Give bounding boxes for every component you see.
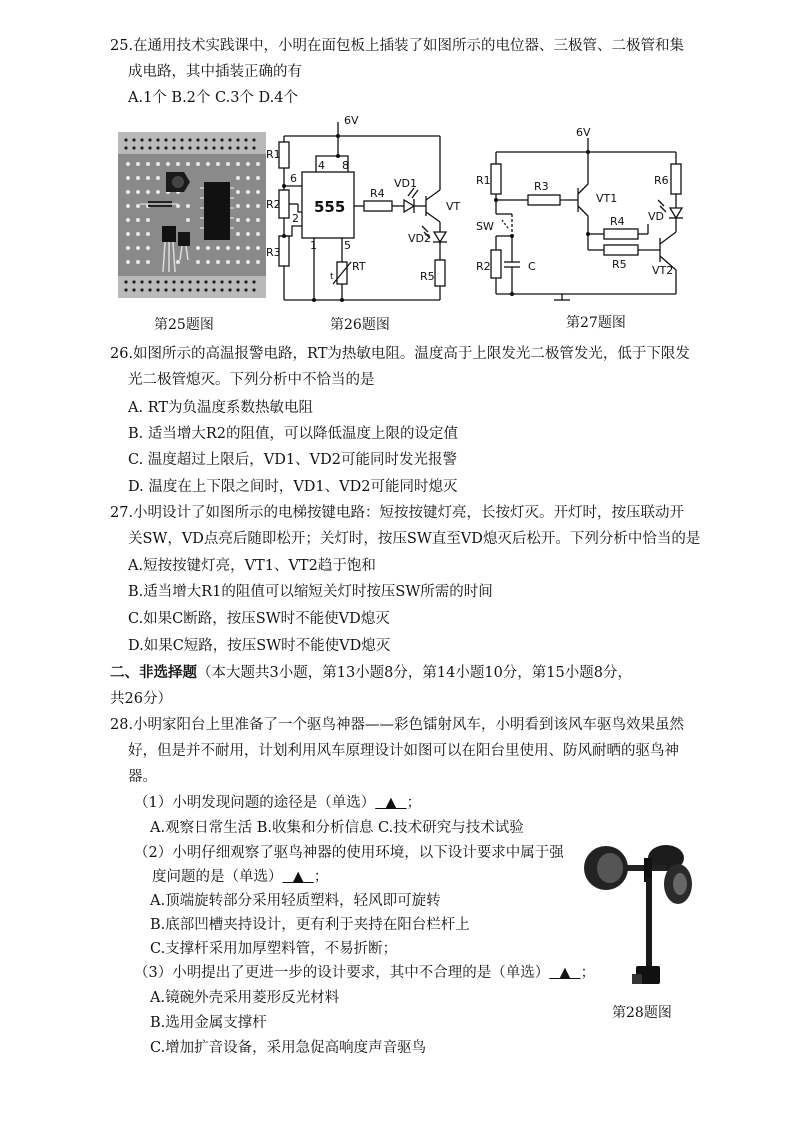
section2-title: 二、非选择题 xyxy=(110,665,197,681)
q28-sub3 xyxy=(134,963,595,983)
q28-sub1-text: （1）小明发现问题的途径是（单选） xyxy=(134,795,376,811)
q28-sub1 xyxy=(134,793,421,813)
fig27-r3: R3 xyxy=(534,180,549,193)
fig26-chip: 555 xyxy=(314,198,346,216)
circuit-fig27 xyxy=(472,124,690,304)
q26-option-c: C. 温度超过上限后，VD1、VD2可能同时发光报警 xyxy=(128,452,457,468)
fig27-sw: SW xyxy=(476,220,494,233)
fig26-vt: VT xyxy=(446,200,461,213)
q28-sub3-option-c: C.增加扩音设备，采用急促高响度声音驱鸟 xyxy=(150,1040,427,1056)
breadboard-photo xyxy=(118,132,266,298)
q28-sub2-line2 xyxy=(152,867,328,887)
q28-sub2-text: 度问题的是（单选） xyxy=(152,869,283,885)
fig27-caption: 第27题图 xyxy=(566,315,626,331)
fig27-r6: R6 xyxy=(654,174,669,187)
q25-stem-line2: 成电路，其中插装正确的有 xyxy=(128,64,302,80)
q26-stem-line1: 26.如图所示的高温报警电路，RT为热敏电阻。温度高于上限发光二极管发光，低于下限发 xyxy=(110,346,690,362)
fig26-pin4: 4 xyxy=(318,159,325,172)
q28-sub2-line1: （2）小明仔细观察了驱鸟神器的使用环境，以下设计要求中属于强 xyxy=(134,845,564,861)
fig26-vcc: 6V xyxy=(344,114,359,127)
fig26-pin2: 2 xyxy=(292,212,299,225)
q25-stem-line1: 25.在通用技术实践课中，小明在面包板上插装了如图所示的电位器、三极管、二极管和集 xyxy=(110,38,685,54)
circuit-fig26 xyxy=(262,112,470,312)
fig28-caption: 第28题图 xyxy=(612,1005,672,1021)
fig27-vd: VD xyxy=(648,210,664,223)
q26-option-a: A. RT为负温度系数热敏电阻 xyxy=(128,400,314,416)
fig27-r1: R1 xyxy=(476,174,491,187)
q28-sub1-semicolon: ； xyxy=(406,795,422,811)
q28-sub3-text: （3）小明提出了更进一步的设计要求，其中不合理的是（单选） xyxy=(134,965,550,981)
fig27-r5: R5 xyxy=(612,258,627,271)
q28-stem-line2: 好，但是并不耐用，计划利用风车原理设计如图可以在阳台里使用、防风耐晒的驱鸟神 xyxy=(128,743,679,759)
q26-option-d: D. 温度在上下限之间时，VD1、VD2可能同时熄灭 xyxy=(128,479,458,495)
fig26-r5: R5 xyxy=(420,270,435,283)
q28-stem-line3: 器。 xyxy=(128,769,157,785)
q26-option-b: B. 适当增大R2的阻值，可以降低温度上限的设定值 xyxy=(128,426,459,442)
fig27-vt2: VT2 xyxy=(652,264,674,277)
section2-desc: （本大题共3小题，第13小题8分，第14小题10分，第15小题8分， xyxy=(197,665,632,681)
fig26-r2: R2 xyxy=(266,198,281,211)
fig26-vd2: VD2 xyxy=(408,232,431,245)
q28-sub3-option-b: B.选用金属支撑杆 xyxy=(150,1015,267,1031)
q28-sub2-semicolon: ； xyxy=(313,869,329,885)
fig25-caption: 第25题图 xyxy=(154,317,214,333)
fig26-rt: RT xyxy=(352,260,366,273)
fig26-vd1: VD1 xyxy=(394,177,417,190)
fig26-r3: R3 xyxy=(266,246,281,259)
fig26-r4: R4 xyxy=(370,187,385,200)
q28-sub2-option-a: A.顶端旋转部分采用轻质塑料，轻风即可旋转 xyxy=(150,893,441,909)
fig27-r4: R4 xyxy=(610,215,625,228)
fig26-t: t xyxy=(330,272,334,282)
q27-option-b: B.适当增大R1的阻值可以缩短关灯时按压SW所需的时间 xyxy=(128,584,493,600)
fig26-pin1: 1 xyxy=(310,239,317,252)
q28-sub2-option-b: B.底部凹槽夹持设计，更有利于夹持在阳台栏杆上 xyxy=(150,917,470,933)
q28-sub3-semicolon: ； xyxy=(580,965,596,981)
answer-blank-3[interactable]: ▲ xyxy=(549,964,581,981)
fig27-vt1: VT1 xyxy=(596,192,618,205)
fig26-pin5: 5 xyxy=(344,239,351,252)
q27-option-c: C.如果C断路，按压SW时不能使VD熄灭 xyxy=(128,611,390,627)
fig27-c: C xyxy=(528,260,536,273)
q28-stem-line1: 28.小明家阳台上里准备了一个驱鸟神器——彩色镭射风车，小明看到该风车驱鸟效果虽然 xyxy=(110,717,685,733)
q27-option-d: D.如果C短路，按压SW时不能使VD熄灭 xyxy=(128,638,391,654)
fig26-pin6: 6 xyxy=(290,172,297,185)
windmill-photo xyxy=(580,838,700,998)
fig26-caption: 第26题图 xyxy=(330,317,390,333)
q27-stem-line1: 27.小明设计了如图所示的电梯按键电路：短按按键灯亮，长按灯灭。开灯时，按压联动开 xyxy=(110,505,685,521)
fig27-vcc: 6V xyxy=(576,126,591,139)
q28-sub3-option-a: A.镜碗外壳采用菱形反光材料 xyxy=(150,990,340,1006)
q27-stem-line2: 关SW，VD点亮后随即松开；关灯时，按压SW直至VD熄灭后松开。下列分析中恰当的是 xyxy=(128,531,701,547)
section2-desc-line2: 共26分） xyxy=(110,691,172,707)
fig27-r2: R2 xyxy=(476,260,491,273)
q25-options: A.1个 B.2个 C.3个 D.4个 xyxy=(128,90,298,106)
q26-stem-line2: 光二极管熄灭。下列分析中不恰当的是 xyxy=(128,372,375,388)
section2-heading xyxy=(110,663,632,683)
answer-blank-2[interactable]: ▲ xyxy=(282,868,314,885)
fig26-pin8: 8 xyxy=(342,159,349,172)
q27-option-a: A.短按按键灯亮，VT1、VT2趋于饱和 xyxy=(128,558,376,574)
answer-blank-1[interactable]: ▲ xyxy=(375,794,407,811)
q28-sub1-options: A.观察日常生活 B.收集和分析信息 C.技术研究与技术试验 xyxy=(150,820,524,836)
fig26-r1: R1 xyxy=(266,148,281,161)
q28-sub2-option-c: C.支撑杆采用加厚塑料管，不易折断； xyxy=(150,941,398,957)
